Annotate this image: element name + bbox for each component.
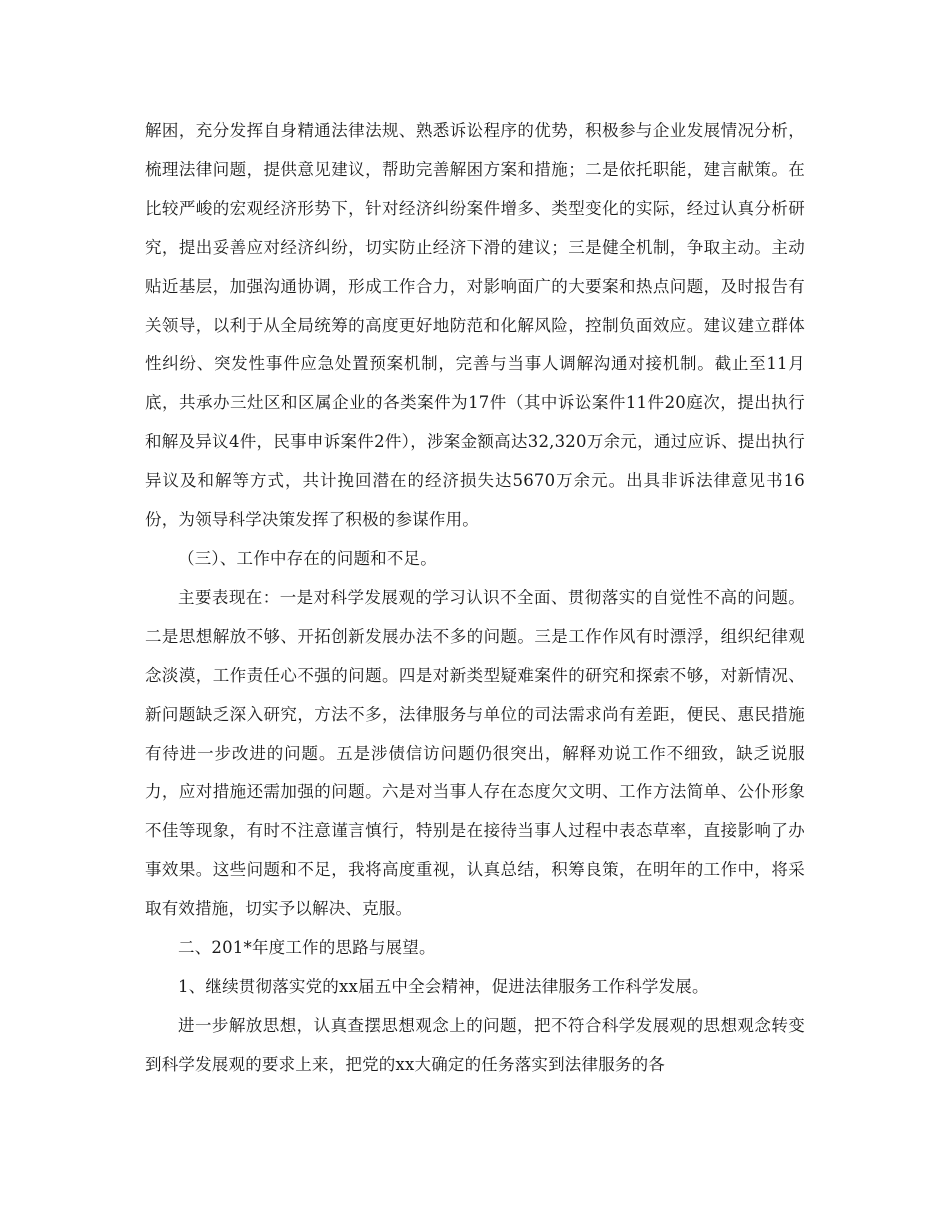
- section-heading-outlook: 二、201*年度工作的思路与展望。: [178, 938, 436, 958]
- document-body: [145, 112, 805, 1085]
- paragraph-problems: 主要表现在：一是对科学发展观的学习认识不全面、贯彻落实的自觉性不高的问题。二是思想解放不够、开拓创新发展办法不多的问题。三是工作作风有时漂浮，组织纪律观念淡漠，工作责任心不强的问题。四是对新类型疑难案件的研究和探索不够，对新情况、新问题缺乏深入研究，方法不多，法律服务与单位的司法需求尚有差距，便民、惠民措施有待进一步改进的问题。五是涉债信访问题仍很突出，解释劝说工作不细致，缺乏说服力，应对措施还需加强的问题。六是对当事人存在态度欠文明、工作方法简单、公仆形象不佳等现象，有时不注意谨言慎行，特别是在接待当事人过程中表态草率，直接影响了办事效果。这些问题和不足，我将高度重视，认真总结，积筹良策，在明年的工作中，将采取有效措施，切实予以解决、克服。: [145, 587, 805, 919]
- paragraph-item-1: 进一步解放思想，认真查摆思想观念上的问题，把不符合科学发展观的思想观念转变到科学发展观的要求上来，把党的xx大确定的任务落实到法律服务的各: [145, 1015, 805, 1074]
- paragraph-continued-measures: 解困，充分发挥自身精通法律法规、熟悉诉讼程序的优势，积极参与企业发展情况分析，梳理法律问题，提供意见建议，帮助完善解困方案和措施；二是依托职能，建言献策。在比较严峻的宏观经济形势下，针对经济纠纷案件增多、类型变化的实际，经过认真分析研究，提出妥善应对经济纠纷，切实防止经济下滑的建议；三是健全机制，争取主动。主动贴近基层，加强沟通协调，形成工作合力，对影响面广的大要案和热点问题，及时报告有关领导，以利于从全局统筹的高度更好地防范和化解风险，控制负面效应。建议建立群体性纠纷、突发性事件应急处置预案机制，完善与当事人调解沟通对接机制。截止至11月底，共承办三灶区和区属企业的各类案件为17件（其中诉讼案件11件20庭次，提出执行和解及异议4件，民事申诉案件2件），涉案金额高达32,320万余元，通过应诉、提出执行异议及和解等方式，共计挽回潜在的经济损失达5670万余元。出具非诉法律意见书16份，为领导科学决策发挥了积极的参谋作用。: [145, 121, 805, 530]
- subheading-item-1: 1、继续贯彻落实党的xx届五中全会精神，促进法律服务工作科学发展。: [178, 976, 709, 996]
- section-heading-problems: （三）、工作中存在的问题和不足。: [178, 548, 437, 568]
